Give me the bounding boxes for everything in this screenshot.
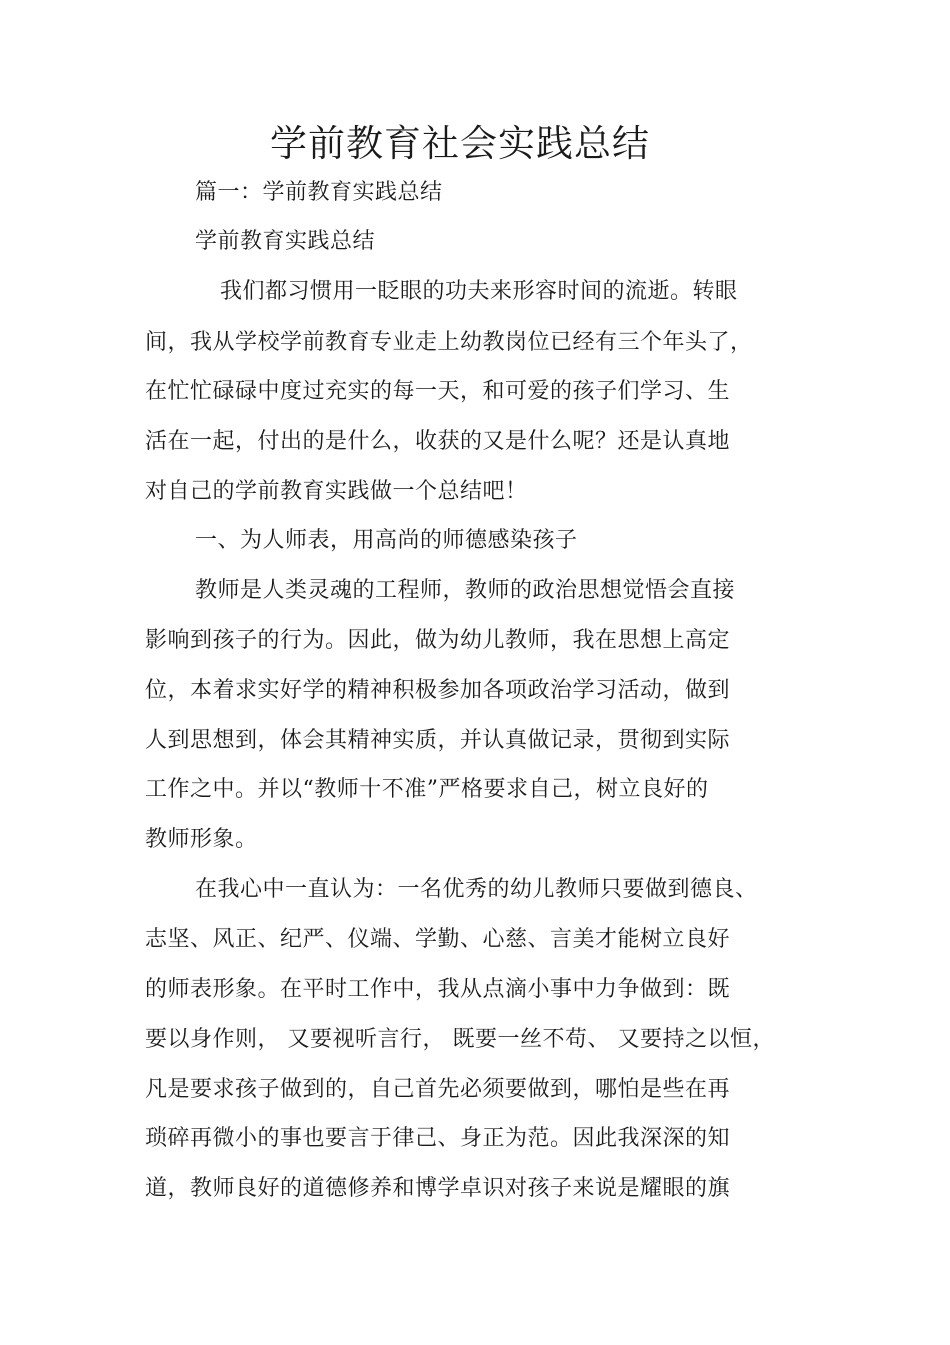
paragraph-line: 工作之中。并以“教师十不准”严格要求自己，树立良好的 bbox=[145, 777, 709, 802]
paragraph-line: 在忙忙碌碌中度过充实的每一天，和可爱的孩子们学习、生 bbox=[145, 379, 731, 404]
document-title: 学前教育社会实践总结 bbox=[270, 122, 650, 165]
paragraph-line: 琐碎再微小的事也要言于律己、身正为范。因此我深深的知 bbox=[145, 1126, 731, 1151]
paragraph-line: 的师表形象。在平时工作中，我从点滴小事中力争做到：既 bbox=[145, 977, 731, 1002]
paragraph-line: 教师形象。 bbox=[145, 827, 258, 852]
paragraph-line: 凡是要求孩子做到的，自己首先必须要做到，哪怕是些在再 bbox=[145, 1077, 731, 1102]
paragraph-line: 影响到孩子的行为。因此，做为幼儿教师，我在思想上高定 bbox=[145, 628, 731, 653]
paragraph-line: 位，本着求实好学的精神积极参加各项政治学习活动，做到 bbox=[145, 678, 731, 703]
paragraph-line: 教师是人类灵魂的工程师，教师的政治思想觉悟会直接 bbox=[195, 578, 736, 603]
paragraph-line: 志坚、风正、纪严、仪端、学勤、心慈、言美才能树立良好 bbox=[145, 927, 731, 952]
paragraph-line: 要以身作则， 又要视听言行， 既要一丝不苟、 又要持之以恒， bbox=[145, 1027, 775, 1052]
paragraph-line: 活在一起，付出的是什么，收获的又是什么呢？还是认真地 bbox=[145, 429, 731, 454]
section-heading: 篇一：学前教育实践总结 bbox=[195, 180, 443, 205]
paragraph-line: 人到思想到，体会其精神实质，并认真做记录，贯彻到实际 bbox=[145, 728, 731, 753]
section-heading: 一、为人师表，用高尚的师德感染孩子 bbox=[195, 528, 578, 553]
paragraph-line: 间，我从学校学前教育专业走上幼教岗位已经有三个年头了， bbox=[145, 330, 753, 355]
paragraph-line: 对自己的学前教育实践做一个总结吧！ bbox=[145, 479, 528, 504]
paragraph-line: 道，教师良好的道德修养和博学卓识对孩子来说是耀眼的旗 bbox=[145, 1176, 731, 1201]
paragraph-line: 我们都习惯用一眨眼的功夫来形容时间的流逝。转眼 bbox=[220, 279, 738, 304]
paragraph-line: 在我心中一直认为：一名优秀的幼儿教师只要做到德良、 bbox=[195, 877, 758, 902]
subsection-heading: 学前教育实践总结 bbox=[195, 229, 376, 254]
